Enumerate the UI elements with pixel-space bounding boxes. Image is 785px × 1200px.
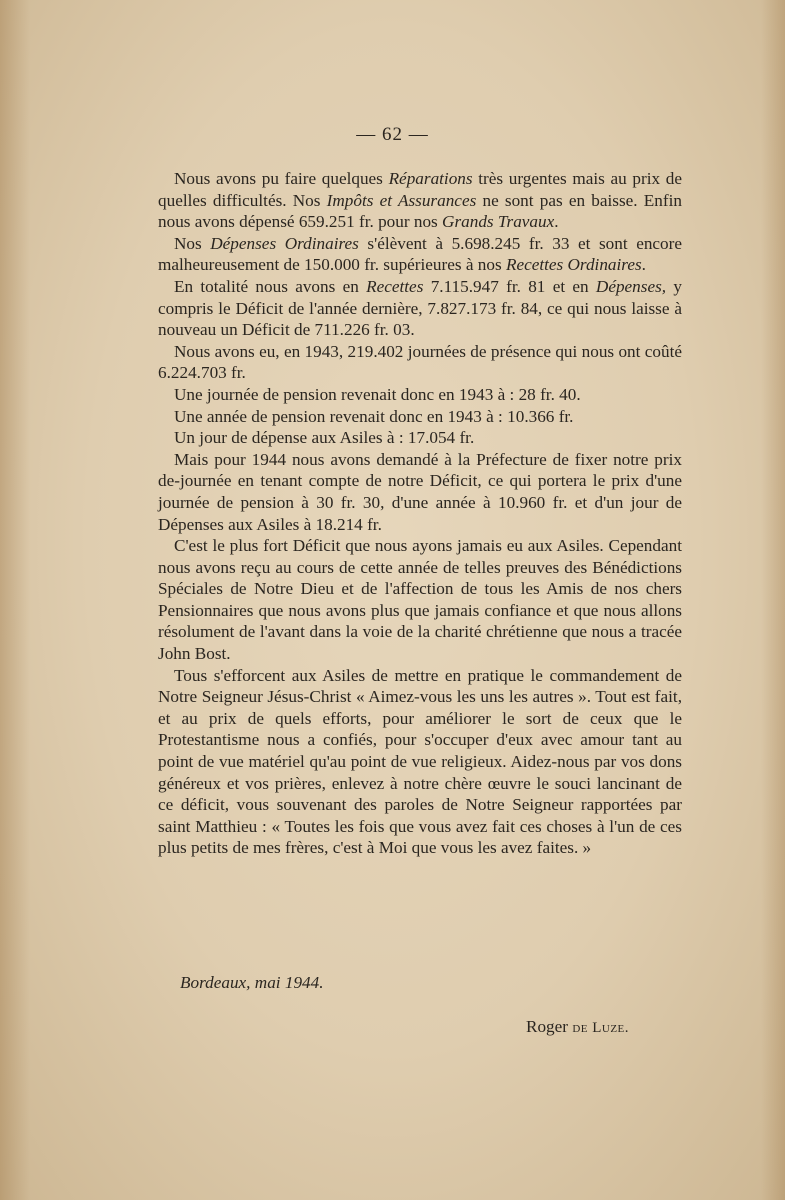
line-daily-expense: Un jour de dépense aux Asiles à : 17.054 fr. — [174, 428, 475, 448]
text-run: En totalité nous avons en — [174, 276, 367, 296]
paragraph-totals — [158, 276, 682, 341]
italic-term: Réparations — [388, 169, 473, 188]
signature — [526, 1017, 629, 1037]
line-yearly-cost: Une année de pension revenait donc en 1943 à : 10.366 fr. — [174, 406, 574, 426]
italic-term: Recettes Ordinaires — [505, 255, 642, 275]
paragraph-repairs — [158, 168, 682, 233]
italic-term: Grands Travaux — [442, 212, 555, 232]
paragraph-appeal: Tous s'efforcent aux Asiles de mettre en pratique le commandement de Notre Seigneur Jésus-Christ « Aimez-vous les uns les autres ». Tout est fait, et au prix de quels efforts, pour améliorer le sort de ceux que le Protestantisme nous a confiés, pour s'occuper d'eux avec amour tant au point de vue matériel qu'au point de vue religieux. Aidez-nous par vos dons généreux et vos prières, enlevez à notre chère œuvre le souci lancinant de ce déficit, vous souvenant des paroles de Notre Seigneur rapportées par saint Matthieu : « Toutes les fois que vous avez fait ces choses à l'un de ces plus petits de mes frères, c'est à Moi que vous les avez faites. » — [158, 665, 682, 858]
italic-term: Dépenses, — [595, 276, 667, 296]
text-run: ne sont pas en baisse. Enfin nous avons dépensé 659.251 fr. pour nos — [158, 190, 682, 232]
place-date: Bordeaux, mai 1944. — [180, 973, 324, 992]
text-run: Nos — [174, 233, 211, 253]
text-run: y compris le Déficit de l'année dernière, 7.827.173 fr. 84, ce qui nous laisse à nouveau un Déficit de 711.226 fr. 03. — [158, 276, 682, 340]
text-run: 7.115.947 fr. 81 et en — [423, 276, 596, 296]
page-number: — 62 — — [356, 124, 429, 145]
page-edge-shadow-left — [0, 0, 30, 1200]
text-run: s'élèvent à 5.698.245 fr. 33 et sont encore malheureusement de 150.000 fr. supérieures à nos — [158, 233, 682, 275]
text-run: très urgentes mais au prix de quelles difficultés. Nos — [158, 169, 683, 210]
text-run: Nous avons pu faire quelques — [174, 169, 389, 188]
line-daily-cost: Une journée de pension revenait donc en 1943 à : 28 fr. 40. — [174, 384, 581, 404]
paragraph-largest-deficit: C'est le plus fort Déficit que nous ayons jamais eu aux Asiles. Cependant nous avons reçu au cours de cette année de telles preuves des Bénédictions Spéciales de Notre Dieu et de l'affection de tous les Amis de nos chers Pensionnaires que nous avons plus que jamais confiance et que nous allons résolument de l'avant dans la voie de la charité chrétienne que nous a tracée John Bost. — [158, 536, 682, 664]
paragraph-days-of-presence: Nous avons eu, en 1943, 219.402 journées de présence qui nous ont coûté 6.224.703 fr. — [158, 341, 682, 383]
italic-term: Dépenses Ordinaires — [210, 233, 359, 253]
signature-first-name: Roger — [526, 1017, 573, 1036]
page-edge-shadow-right — [761, 0, 785, 1200]
italic-term: Recettes — [366, 276, 424, 296]
text-run: . — [641, 255, 646, 275]
signature-last-name: de Luze. — [572, 1020, 630, 1036]
paragraph-ordinary-expenses — [158, 233, 682, 276]
text-run: . — [554, 212, 559, 232]
paragraph-1944-request: Mais pour 1944 nous avons demandé à la Préfecture de fixer notre prix de-journée en tenant compte de notre Déficit, ce qui portera le prix d'une journée de pension à 30 fr. 30, d'une année à 10.960 fr. et d'un jour de Dépenses aux Asiles à 18.214 fr. — [158, 449, 682, 534]
body-text — [158, 168, 682, 859]
italic-term: Impôts et Assurances — [326, 190, 477, 210]
